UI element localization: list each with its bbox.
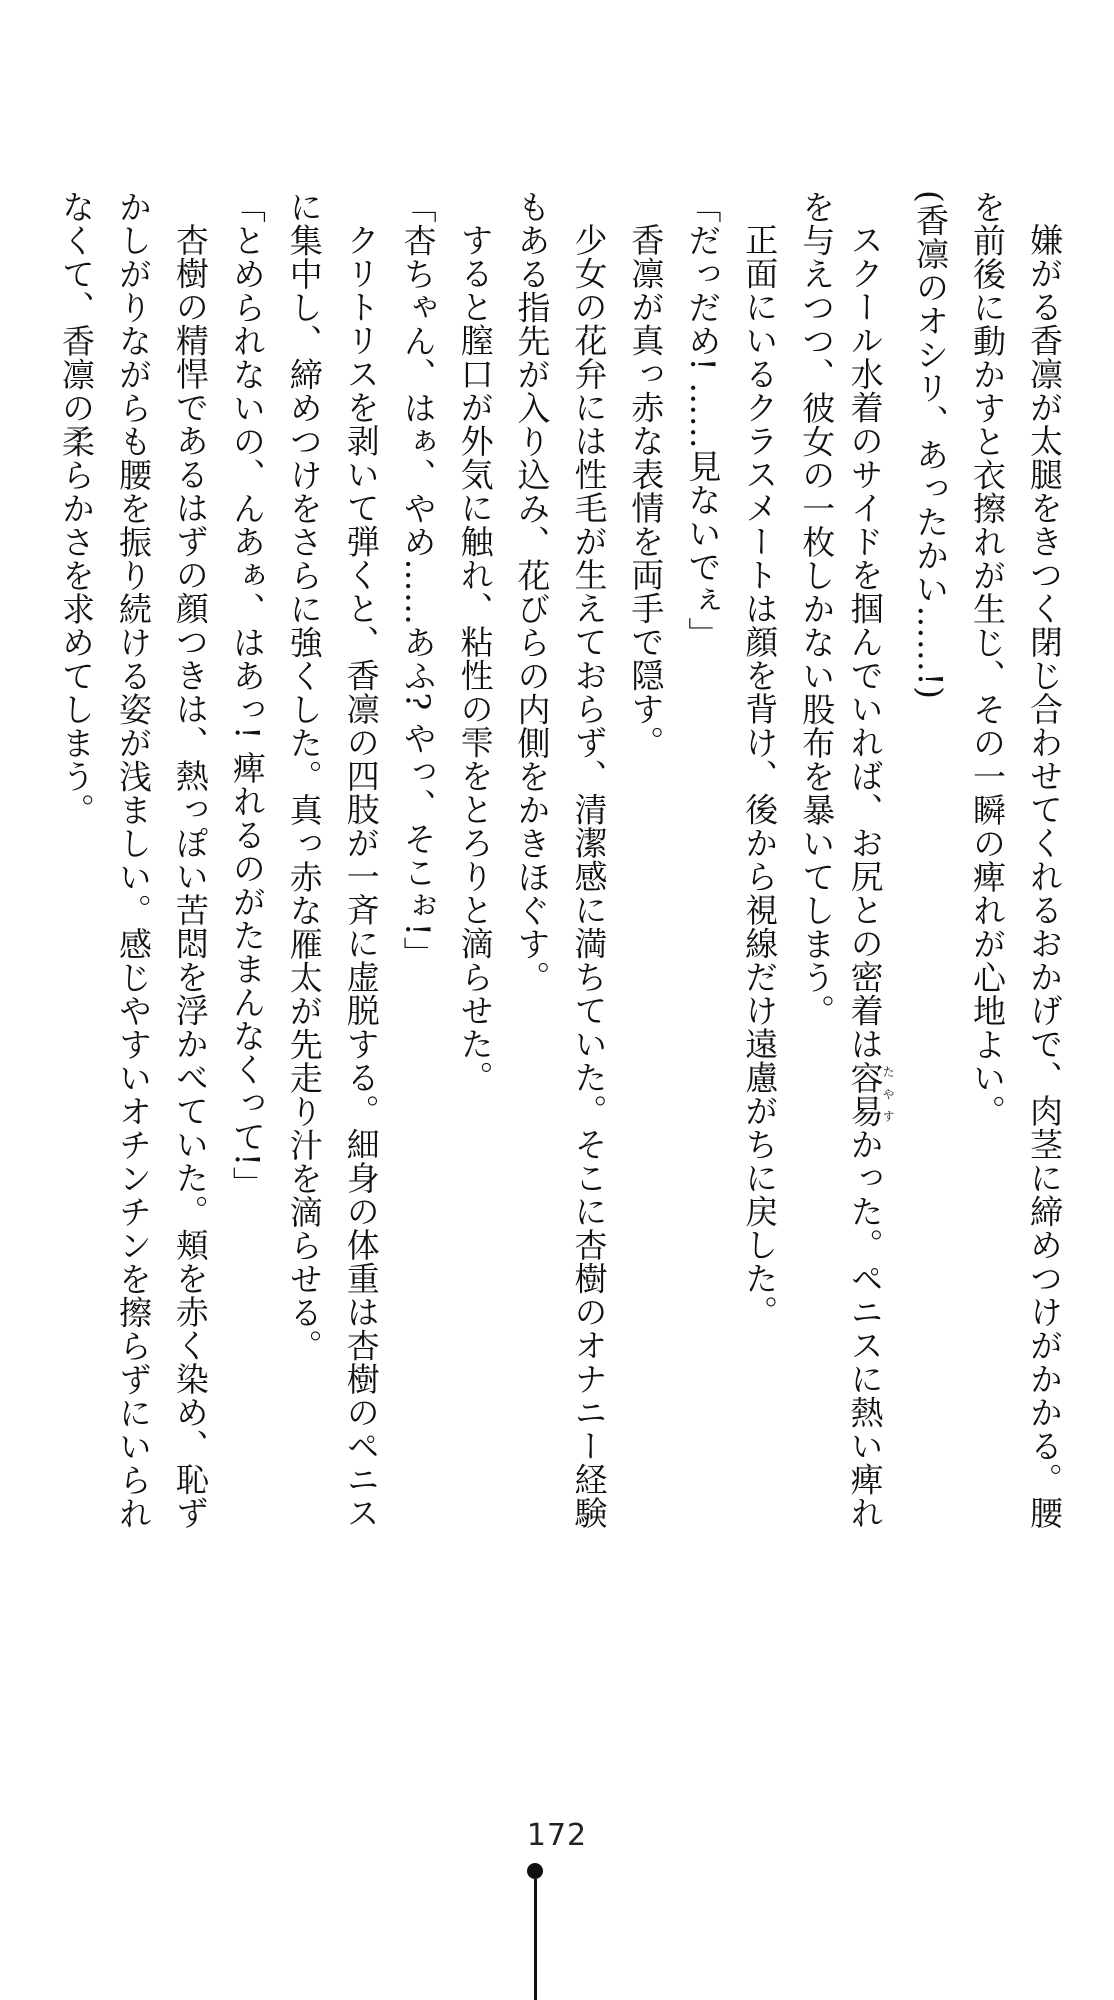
ruby-reading: たやす (881, 1060, 896, 1128)
text-line: なくて、香凛の柔らかさを求めてしまう。 (57, 190, 96, 827)
text-line: 少女の花弁には性毛が生えておらず、清潔感に満ちていた。そこに杏樹のオナニー経験 (569, 223, 609, 1530)
text-line: を与えつつ、彼女の一枚しかない股布を暴いてしまう。 (797, 190, 837, 1028)
page-marker-dot (527, 1863, 543, 1879)
text-line-with-ruby: スクール水着のサイドを掴んでいれば、お尻との密着は容易たやすかった。ペニスに熱い痺れ (845, 223, 896, 1530)
text-line: 香凛が真っ赤な表情を両手で隠す。 (626, 223, 666, 759)
page-marker-line (534, 1879, 537, 2000)
text-line: 「杏ちゃん、はぁ、やめ……あふ? やっ、そこぉ!」 (398, 190, 438, 970)
text-line: を前後に動かすと衣擦れが生じ、その一瞬の痺れが心地よい。 (968, 190, 1007, 1128)
text-line: に集中し、締めつけをさらに強くした。真っ赤な雁太が先走り汁を滴らせる。 (284, 190, 324, 1363)
text-line: 杏樹の精悍であるはずの顔つきは、熱っぽい苦悶を浮かべていた。頬を赤く染め、恥ず (170, 223, 210, 1530)
text-line: かしがりながらも腰を振り続ける姿が浅ましい。感じやすいオチンチンを擦らずにいられ (113, 190, 153, 1530)
text-line: 「とめられないの、んあぁ、はあっ! 痺れるのがたまんなくって!」 (227, 190, 267, 1201)
text-line: もある指先が入り込み、花びらの内側をかきほぐす。 (512, 190, 552, 994)
text-line: 正面にいるクラスメートは顔を背け、後から視線だけ遠慮がちに戻した。 (740, 223, 780, 1329)
ruby-annotation: 容易たやす (845, 1060, 896, 1128)
text-line: 嫌がる香凛が太腿をきつく閉じ合わせてくれるおかげで、肉茎に締めつけがかかる。腰 (1024, 223, 1064, 1530)
text-line: すると膣口が外気に触れ、粘性の雫をとろりと滴らせた。 (455, 223, 495, 1094)
page-number: 172 (526, 1818, 588, 1853)
text-line: クリトリスを剥いて弾くと、香凛の四肢が一斉に虚脱する。細身の体重は杏樹のペニス (341, 223, 381, 1530)
text-line: (香凛のオシリ、あったかい……!) (911, 190, 951, 700)
vertical-text-block (55, 190, 1065, 1630)
text-line: 「だっだめ! ……見ないでぇ」 (683, 190, 723, 651)
